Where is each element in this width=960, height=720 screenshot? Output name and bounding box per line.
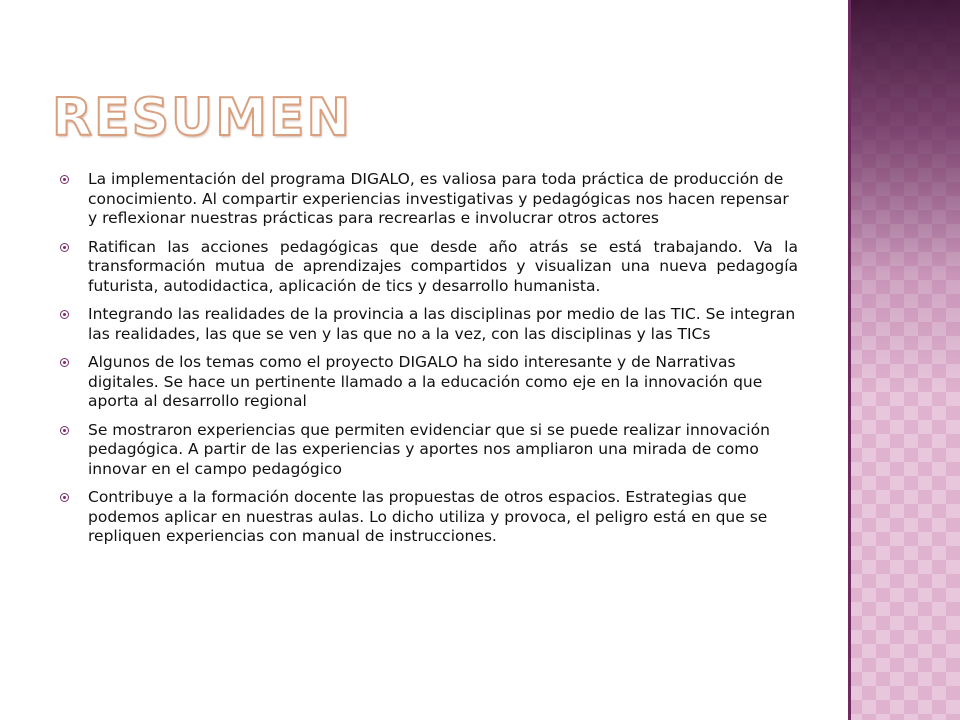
circle-bullet-icon	[60, 175, 69, 184]
bullet-text: Integrando las realidades de la provincia a las disciplinas por medio de las TIC. Se integran las realidades, las que se ven y las que no a la vez, con las disciplinas y las TICs	[88, 305, 796, 343]
circle-bullet-icon	[60, 358, 69, 367]
circle-bullet-icon	[60, 426, 69, 435]
bullet-item	[58, 170, 798, 229]
bullet-text: Ratifican las acciones pedagógicas que desde año atrás se está trabajando. Va la transformación mutua de aprendizajes compartidos y visualizan una nueva pedagogía futurista, autodidactica, aplicación de tics y desarrollo humanista.	[88, 237, 798, 295]
sidebar-gradient	[848, 0, 960, 720]
bullet-text: Algunos de los temas como el proyecto DIGALO ha sido interesante y de Narrativas digitales. Se hace un pertinente llamado a la educación como eje en la innovación que aporta al desarrollo regional	[88, 353, 763, 410]
bullet-item	[58, 305, 798, 344]
bullet-list	[58, 170, 798, 556]
bullet-item	[58, 488, 798, 547]
bullet-item	[58, 238, 798, 297]
bullet-item	[58, 421, 798, 480]
bullet-text: La implementación del programa DIGALO, es valiosa para toda práctica de producción de conocimiento. Al compartir experiencias investigativas y pedagógicas nos hacen repensar y reflexionar nuestras prácticas para recrearlas e involucrar otros actores	[88, 170, 789, 227]
circle-bullet-icon	[60, 243, 69, 252]
sidebar-edge	[848, 0, 851, 720]
bullet-item	[58, 353, 798, 412]
circle-bullet-icon	[60, 310, 69, 319]
circle-bullet-icon	[60, 493, 69, 502]
bullet-text: Se mostraron experiencias que permiten evidenciar que si se puede realizar innovación pedagógica. A partir de las experiencias y aportes nos ampliaron una mirada de como innovar en el campo pedagógico	[88, 420, 770, 478]
slide-title: RESUMEN	[52, 88, 353, 148]
bullet-text: Contribuye a la formación docente las propuestas de otros espacios. Estrategias que podemos aplicar en nuestras aulas. Lo dicho utiliza y provoca, el peligro está en que se repliquen experiencias con manual de instrucciones.	[88, 488, 768, 545]
